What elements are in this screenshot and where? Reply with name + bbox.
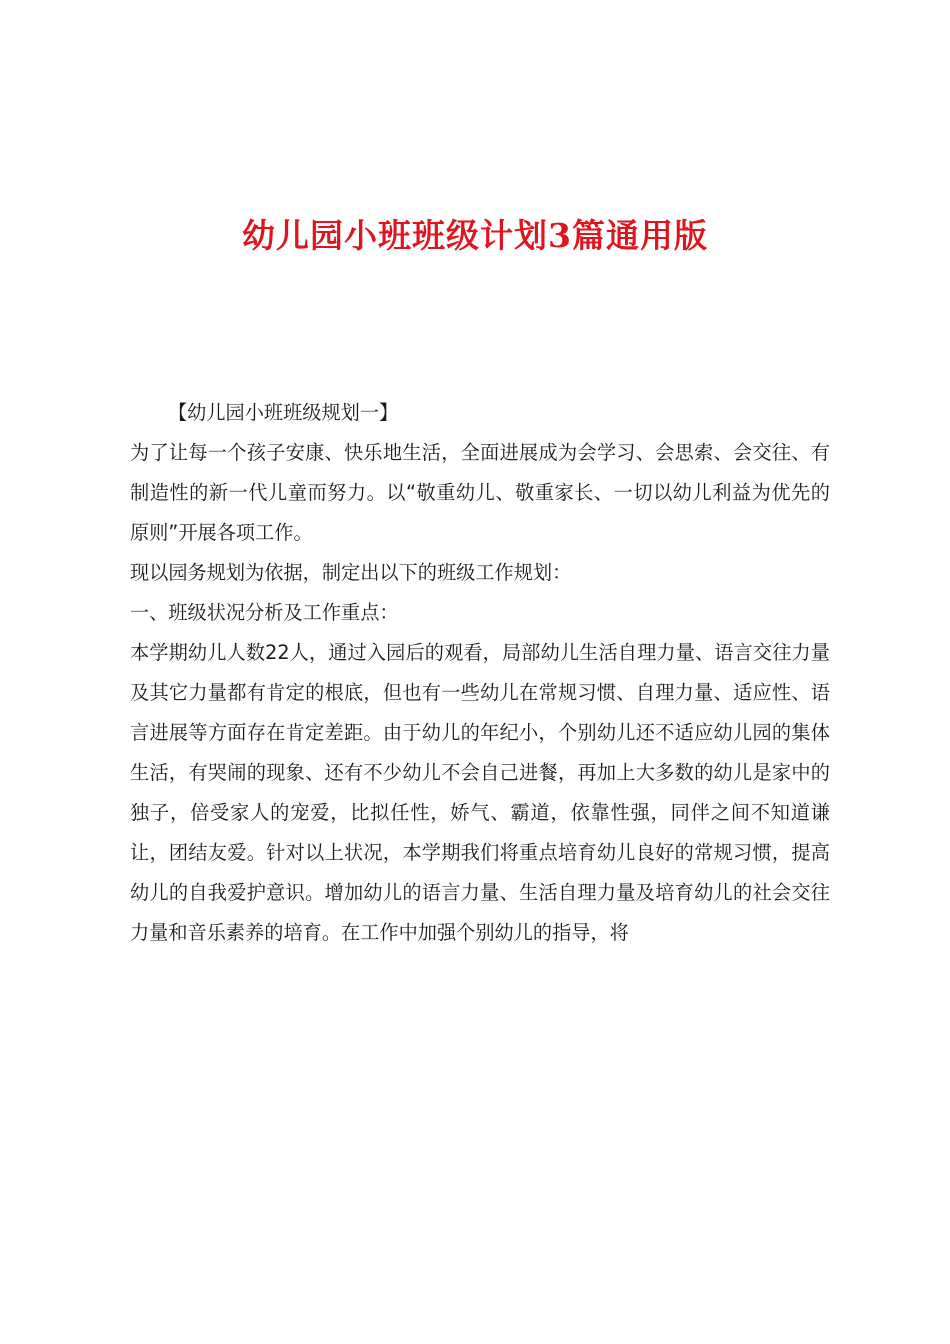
paragraph-basis: 现以园务规划为依据，制定出以下的班级工作规划： [130, 561, 572, 584]
paragraph-subheading: 一、班级状况分析及工作重点： [130, 601, 399, 624]
document-title: 幼儿园小班班级计划3篇通用版 [242, 216, 708, 255]
section-heading: 【幼儿园小班班级规划一】 [168, 401, 399, 424]
paragraph-intro: 为了让每一个孩子安康、快乐地生活，全面进展成为会学习、会思索、会交往、有制造性的新一代儿童而努力。以“敬重幼儿、敬重家长、一切以幼儿利益为优先的原则”开展各项工作。 [130, 441, 830, 544]
document-body [130, 393, 830, 953]
paragraph-analysis: 本学期幼儿人数22人，通过入园后的观看，局部幼儿生活自理力量、语言交往力量及其它力量都有肯定的根底，但也有一些幼儿在常规习惯、自理力量、适应性、语言进展等方面存在肯定差距。由于幼儿的年纪小，个别幼儿还不适应幼儿园的集体生活，有哭闹的现象、还有不少幼儿不会自己进餐，再加上大多数的幼儿是家中的独子，倍受家人的宠爱，比拟任性，娇气、霸道，依靠性强，同伴之间不知道谦让，团结友爱。针对以上状况，本学期我们将重点培育幼儿良好的常规习惯，提高幼儿的自我爱护意识。增加幼儿的语言力量、生活自理力量及培育幼儿的社会交往力量和音乐素养的培育。在工作中加强个别幼儿的指导，将 [130, 641, 830, 944]
